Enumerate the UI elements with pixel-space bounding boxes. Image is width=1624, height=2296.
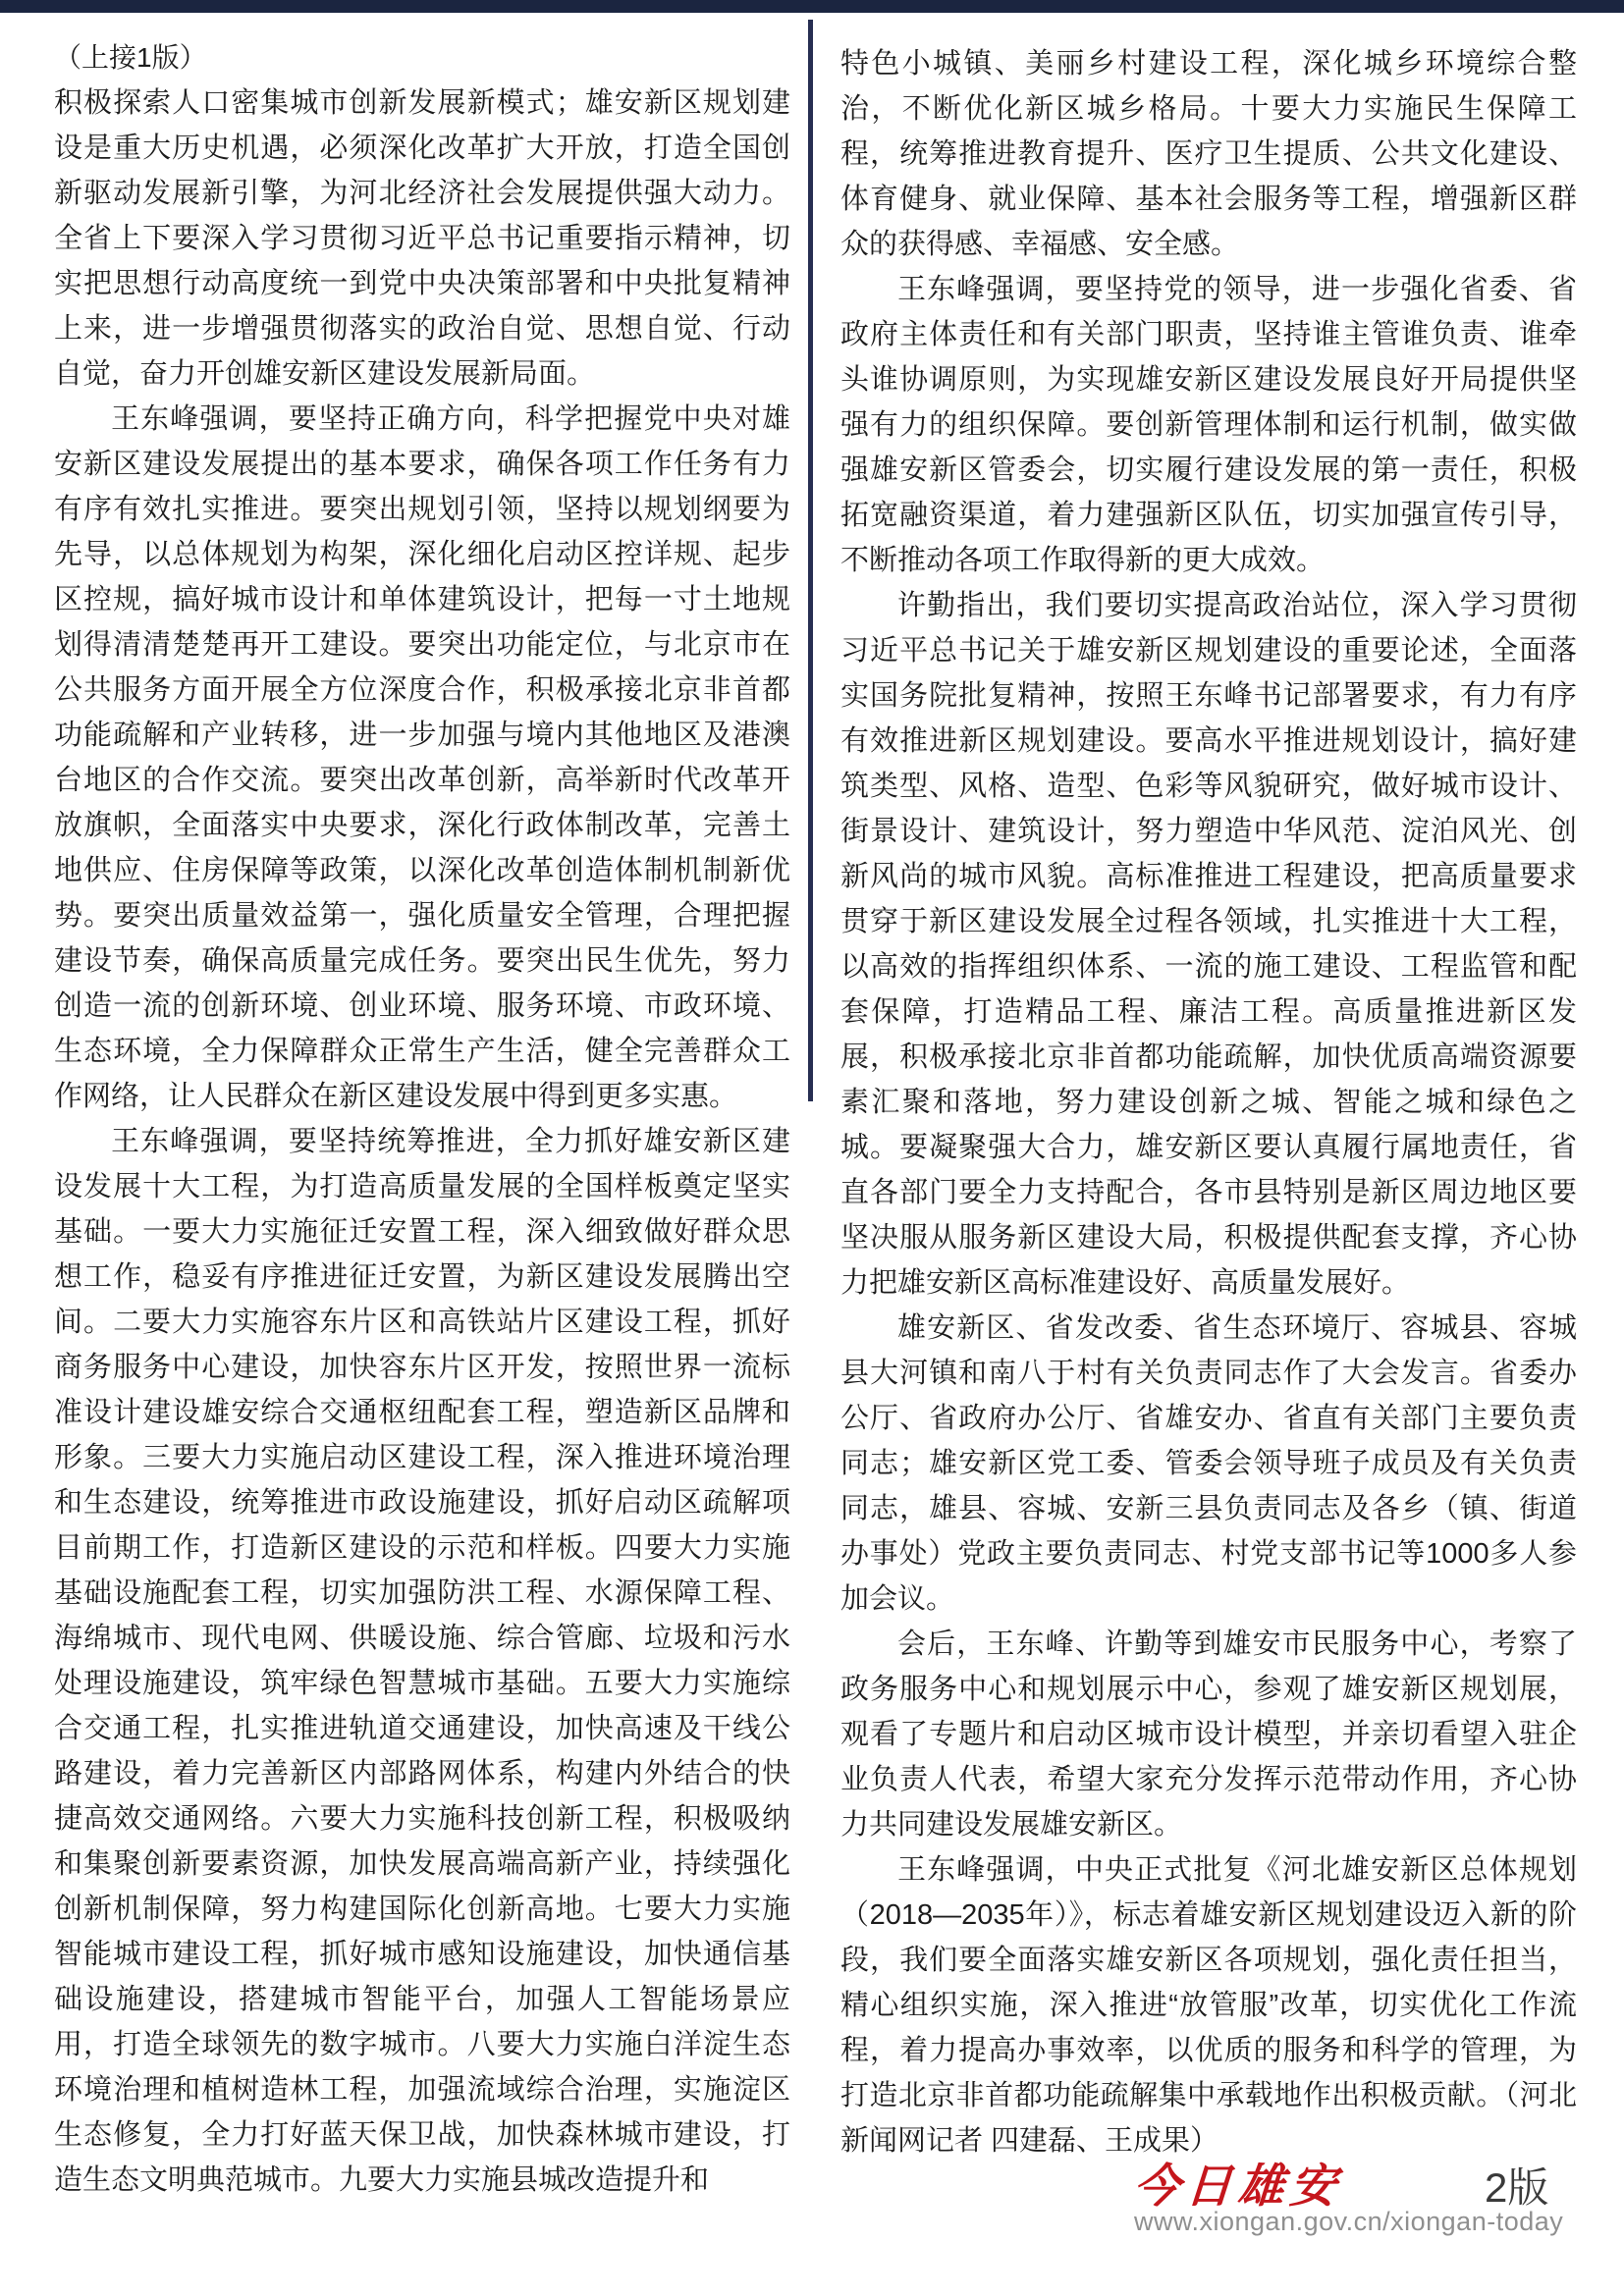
website-url: www.xiongan.gov.cn/xiongan-today [1134,2207,1564,2236]
article-paragraph: 许勤指出，我们要切实提高政治站位，深入学习贯彻习近平总书记关于雄安新区规划建设的重要论述，全面落实国务院批复精神，按照王东峰书记部署要求，有力有序有效推进新区规划建设。要高水平推进规划设计，搞好建筑类型、风格、造型、色彩等风貌研究，做好城市设计、街景设计、建筑设计，努力塑造中华风范、淀泊风光、创新风尚的城市风貌。高标准推进工程建设，把高质量要求贯穿于新区建设发展全过程各领域，扎实推进十大工程，以高效的指挥组织体系、一流的施工建设、工程监管和配套保障，打造精品工程、廉洁工程。高质量推进新区发展，积极承接北京非首都功能疏解，加快优质高端资源要素汇聚和落地，努力建设创新之城、智能之城和绿色之城。要凝聚强大合力，雄安新区要认真履行属地责任，省直各部门要全力支持配合，各市县特别是新区周边地区要坚决服从服务新区建设大局，积极提供配套支撑，齐心协力把雄安新区高标准建设好、高质量发展好。 [840,590,1577,1299]
article-paragraph: 王东峰强调，中央正式批复《河北雄安新区总体规划（2018—2035年）》，标志着雄安新区规划建设迈入新的阶段，我们要全面落实雄安新区各项规划，强化责任担当，精心组织实施，深入推进“放管服”改革，切实优化工作流程，着力提高办事效率，以优质的服务和科学的管理，为打造北京非首都功能疏解集中承载地作出积极贡献。（河北新闻网记者 四建磊、王成果） [840,1854,1577,2157]
masthead-logo: 今日雄安 [1131,2160,1344,2212]
article-paragraph: 会后，王东峰、许勤等到雄安市民服务中心，考察了政务服务中心和规划展示中心，参观了雄安新区规划展，观看了专题片和启动区城市设计模型，并亲切看望入驻企业负责人代表，希望大家充分发挥示范带动作用，齐心协力共同建设发展雄安新区。 [840,1629,1577,1841]
right-column [840,41,1577,2163]
page-number: 2版 [1485,2164,1549,2211]
article-paragraph: 王东峰强调，要坚持正确方向，科学把握党中央对雄安新区建设发展提出的基本要求，确保各项工作任务有力有序有效扎实推进。要突出规划引领，坚持以规划纲要为先导，以总体规划为构架，深化细化启动区控详规、起步区控规，搞好城市设计和单体建筑设计，把每一寸土地规划得清清楚楚再开工建设。要突出功能定位，与北京市在公共服务方面开展全方位深度合作，积极承接北京非首都功能疏解和产业转移，进一步加强与境内其他地区及港澳台地区的合作交流。要突出改革创新，高举新时代改革开放旗帜，全面落实中央要求，深化行政体制改革，完善土地供应、住房保障等政策，以深化改革创造体制机制新优势。要突出质量效益第一，强化质量安全管理，合理把握建设节奏，确保高质量完成任务。要突出民生优先，努力创造一流的创新环境、创业环境、服务环境、市政环境、生态环境，全力保障群众正常生产生活，健全完善群众工作网络，让人民群众在新区建设发展中得到更多实惠。 [54,403,790,1112]
article-paragraph: 积极探索人口密集城市创新发展新模式；雄安新区规划建设是重大历史机遇，必须深化改革扩大开放，打造全国创新驱动发展新引擎，为河北经济社会发展提供强大动力。全省上下要深入学习贯彻习近平总书记重要指示精神，切实把思想行动高度统一到党中央决策部署和中央批复精神上来，进一步增强贯彻落实的政治自觉、思想自觉、行动自觉，奋力开创雄安新区建设发展新局面。 [54,87,790,390]
article-paragraph: 王东峰强调，要坚持党的领导，进一步强化省委、省政府主体责任和有关部门职责，坚持谁主管谁负责、谁牵头谁协调原则，为实现雄安新区建设发展良好开局提供坚强有力的组织保障。要创新管理体制和运行机制，做实做强雄安新区管委会，切实履行建设发展的第一责任，积极拓宽融资渠道，着力建强新区队伍，切实加强宣传引导，不断推动各项工作取得新的更大成效。 [840,274,1577,576]
article-paragraph: 特色小城镇、美丽乡村建设工程，深化城乡环境综合整治，不断优化新区城乡格局。十要大力实施民生保障工程，统筹推进教育提升、医疗卫生提质、公共文化建设、体育健身、就业保障、基本社会服务等工程，增强新区群众的获得感、幸福感、安全感。 [840,48,1577,260]
article-paragraph: 王东峰强调，要坚持统筹推进，全力抓好雄安新区建设发展十大工程，为打造高质量发展的全国样板奠定坚实基础。一要大力实施征迁安置工程，深入细致做好群众思想工作，稳妥有序推进征迁安置，为新区建设发展腾出空间。二要大力实施容东片区和高铁站片区建设工程，抓好商务服务中心建设，加快容东片区开发，按照世界一流标准设计建设雄安综合交通枢纽配套工程，塑造新区品牌和形象。三要大力实施启动区建设工程，深入推进环境治理和生态建设，统筹推进市政设施建设，抓好启动区疏解项目前期工作，打造新区建设的示范和样板。四要大力实施基础设施配套工程，切实加强防洪工程、水源保障工程、海绵城市、现代电网、供暖设施、综合管廊、垃圾和污水处理设施建设，筑牢绿色智慧城市基础。五要大力实施综合交通工程，扎实推进轨道交通建设，加快高速及干线公路建设，着力完善新区内部路网体系，构建内外结合的快捷高效交通网络。六要大力实施科技创新工程，积极吸纳和集聚创新要素资源，加快发展高端高新产业，持续强化创新机制保障，努力构建国际化创新高地。七要大力实施智能城市建设工程，抓好城市感知设施建设，加快通信基础设施建设，搭建城市智能平台，加强人工智能场景应用，打造全球领先的数字城市。八要大力实施白洋淀生态环境治理和植树造林工程，加强流域综合治理，实施淀区生态修复，全力打好蓝天保卫战，加快森林城市建设，打造生态文明典范城市。九要大力实施县城改造提升和 [54,1126,790,2196]
article-paragraph: 雄安新区、省发改委、省生态环境厅、容城县、容城县大河镇和南八于村有关负责同志作了大会发言。省委办公厅、省政府办公厅、省雄安办、省直有关部门主要负责同志；雄安新区党工委、管委会领导班子成员及有关负责同志，雄县、容城、安新三县负责同志及各乡（镇、街道办事处）党政主要负责同志、村党支部书记等1000多人参加会议。 [840,1312,1577,1615]
continued-from-page-note: （上接1版） [54,42,207,73]
left-column [54,35,790,2203]
column-divider-rule [808,20,813,1101]
page-footer [1119,2148,1571,2256]
top-rule-bar [0,0,1624,13]
